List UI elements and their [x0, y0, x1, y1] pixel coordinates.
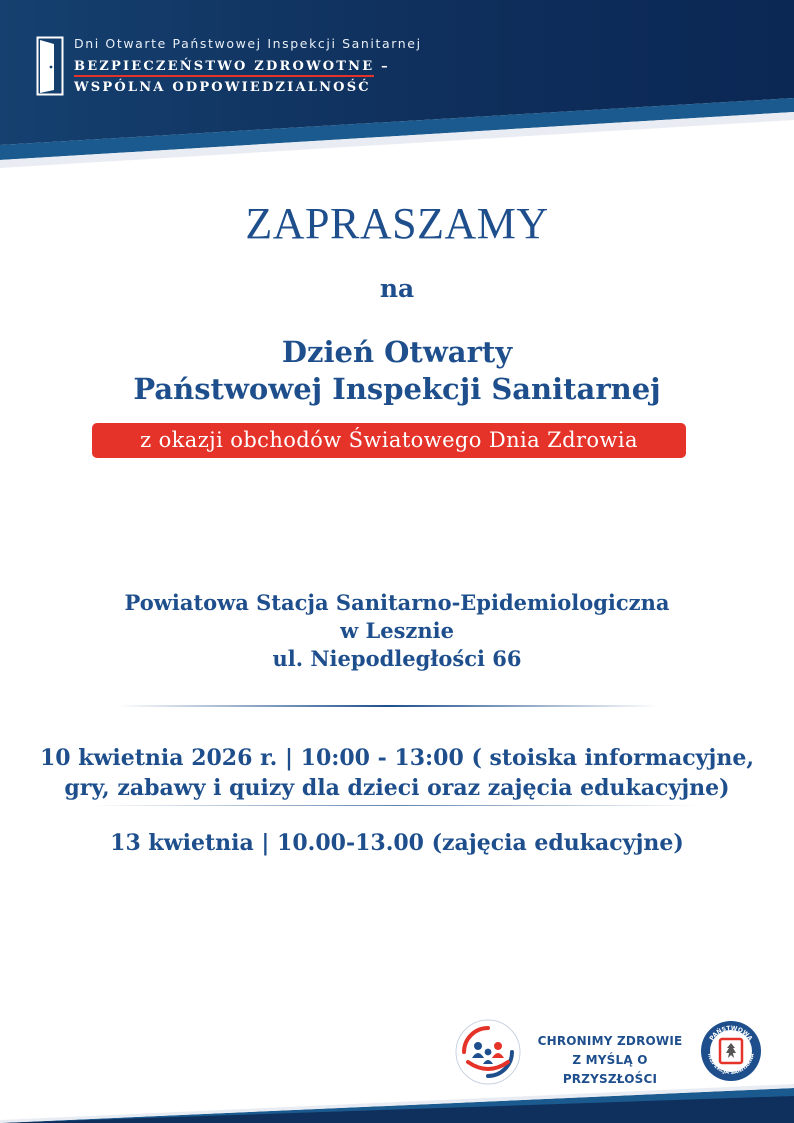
schedule-day1-line2: gry, zabawy i quizy dla dzieci oraz zajęcia edukacyjne)	[64, 775, 730, 801]
event-name	[0, 334, 794, 408]
pis-emblem-logo-icon	[700, 1020, 762, 1082]
emblem-text: PAŃSTWOWA	[708, 1024, 754, 1043]
location-line1: Powiatowa Stacja Sanitarno-Epidemiologiczna	[124, 590, 670, 615]
footer-slogan-line1: CHRONIMY ZDROWIE	[537, 1034, 683, 1048]
location-line2: w Lesznie	[340, 618, 454, 643]
occasion-badge: z okazji obchodów Światowego Dnia Zdrowia	[92, 423, 686, 458]
schedule-day2: 13 kwietnia | 10.00-13.00 (zajęcia edukacyjne)	[110, 830, 684, 856]
location-line3: ul. Niepodległości 66	[272, 646, 522, 671]
event-name-line1: Dzień Otwarty	[281, 335, 513, 369]
door-icon	[36, 36, 64, 96]
header-slogan-line2: WSPÓLNA ODPOWIEDZIALNOŚĆ	[74, 80, 371, 95]
section-divider	[118, 705, 658, 707]
schedule-divider	[90, 805, 700, 806]
schedule-day1-line1: 10 kwietnia 2026 r. | 10:00 - 13:00 ( stoiska informacyjne,	[39, 745, 755, 771]
location-address	[0, 589, 794, 673]
event-name-line2: Państwowej Inspekcji Sanitarnej	[133, 372, 661, 406]
invitation-preposition: na	[379, 274, 415, 303]
header-slogan-line1	[74, 59, 390, 74]
header-event-name: Dni Otwarte Państwowej Inspekcji Sanitarnej	[74, 36, 422, 51]
footer-slogan-line2: Z MYŚLĄ O PRZYSZŁOŚCI	[562, 1053, 658, 1086]
header-slogan-main: BEZPIECZEŃSTWO ZDROWOTNE	[74, 59, 374, 77]
header-slogan-dash: –	[374, 59, 390, 74]
footer-slogan	[530, 1032, 690, 1089]
family-hands-logo-icon	[454, 1018, 522, 1086]
invitation-title: ZAPRASZAMY	[245, 199, 549, 248]
emblem-text-bottom: INSPEKCJA SANITARNA	[706, 1052, 756, 1077]
schedule-day1	[0, 743, 794, 803]
